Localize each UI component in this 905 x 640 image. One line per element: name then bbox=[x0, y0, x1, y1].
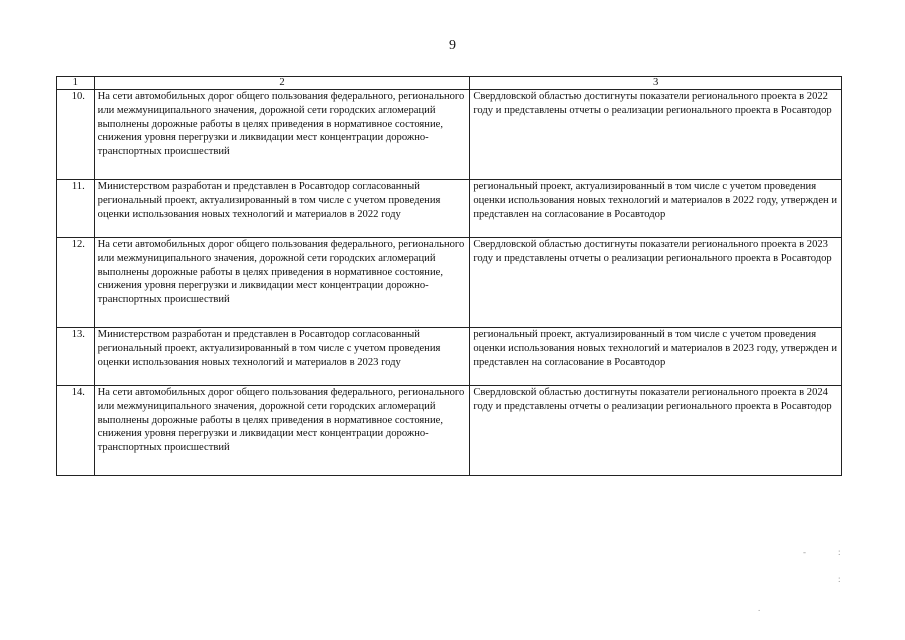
row-event-text: На сети автомобильных дорог общего пользования федерального, регионального или межмуниципального значения, дорожной сети городских агломераций выполнены дорожные работы в целях приведения в нормативное состояние, снижения уровня перегрузки и ликвидации мест концентрации дорожно-транспортных происшествий bbox=[94, 90, 470, 180]
row-event-text: На сети автомобильных дорог общего пользования федерального, регионального или межмуниципального значения, дорожной сети городских агломераций выполнены дорожные работы в целях приведения в нормативное состояние, снижения уровня перегрузки и ликвидации мест концентрации дорожно-транспортных происшествий bbox=[94, 386, 470, 476]
row-number: 11. bbox=[57, 180, 95, 238]
row-result-text: Свердловской областью достигнуты показатели регионального проекта в 2024 году и представлены отчеты о реализации регионального проекта в Росавтодор bbox=[470, 386, 842, 476]
row-number: 14. bbox=[57, 386, 95, 476]
column-header-2: 2 bbox=[94, 77, 470, 90]
row-number: 10. bbox=[57, 90, 95, 180]
row-event-text: Министерством разработан и представлен в Росавтодор согласованный региональный проект, актуализированный в том числе с учетом проведения оценки использования новых технологий и материалов в 2022 году bbox=[94, 180, 470, 238]
row-event-text: На сети автомобильных дорог общего пользования федерального, регионального или межмуниципального значения, дорожной сети городских агломераций выполнены дорожные работы в целях приведения в нормативное состояние, снижения уровня перегрузки и ликвидации мест концентрации дорожно-транспортных происшествий bbox=[94, 238, 470, 328]
row-result-text: Свердловской областью достигнуты показатели регионального проекта в 2023 году и представлены отчеты о реализации регионального проекта в Росавтодор bbox=[470, 238, 842, 328]
row-number: 13. bbox=[57, 328, 95, 386]
row-result-text: региональный проект, актуализированный в том числе с учетом проведения оценки использования новых технологий и материалов в 2022 году, утвержден и представлен на согласование в Росавтодор bbox=[470, 180, 842, 238]
row-result-text: региональный проект, актуализированный в том числе с учетом проведения оценки использования новых технологий и материалов в 2023 году, утвержден и представлен на согласование в Росавтодор bbox=[470, 328, 842, 386]
row-event-text: Министерством разработан и представлен в Росавтодор согласованный региональный проект, актуализированный в том числе с учетом проведения оценки использования новых технологий и материалов в 2023 году bbox=[94, 328, 470, 386]
table-row bbox=[57, 90, 842, 180]
table-row bbox=[57, 328, 842, 386]
measures-table bbox=[56, 76, 842, 476]
column-header-3: 3 bbox=[470, 77, 842, 90]
table-header-row bbox=[57, 77, 842, 90]
column-header-1: 1 bbox=[57, 77, 95, 90]
table-row bbox=[57, 238, 842, 328]
table-row bbox=[57, 386, 842, 476]
row-result-text: Свердловской областью достигнуты показатели регионального проекта в 2022 году и представлены отчеты о реализации регионального проекта в Росавтодор bbox=[470, 90, 842, 180]
page-number: 9 bbox=[449, 38, 456, 53]
row-number: 12. bbox=[57, 238, 95, 328]
table-row bbox=[57, 180, 842, 238]
